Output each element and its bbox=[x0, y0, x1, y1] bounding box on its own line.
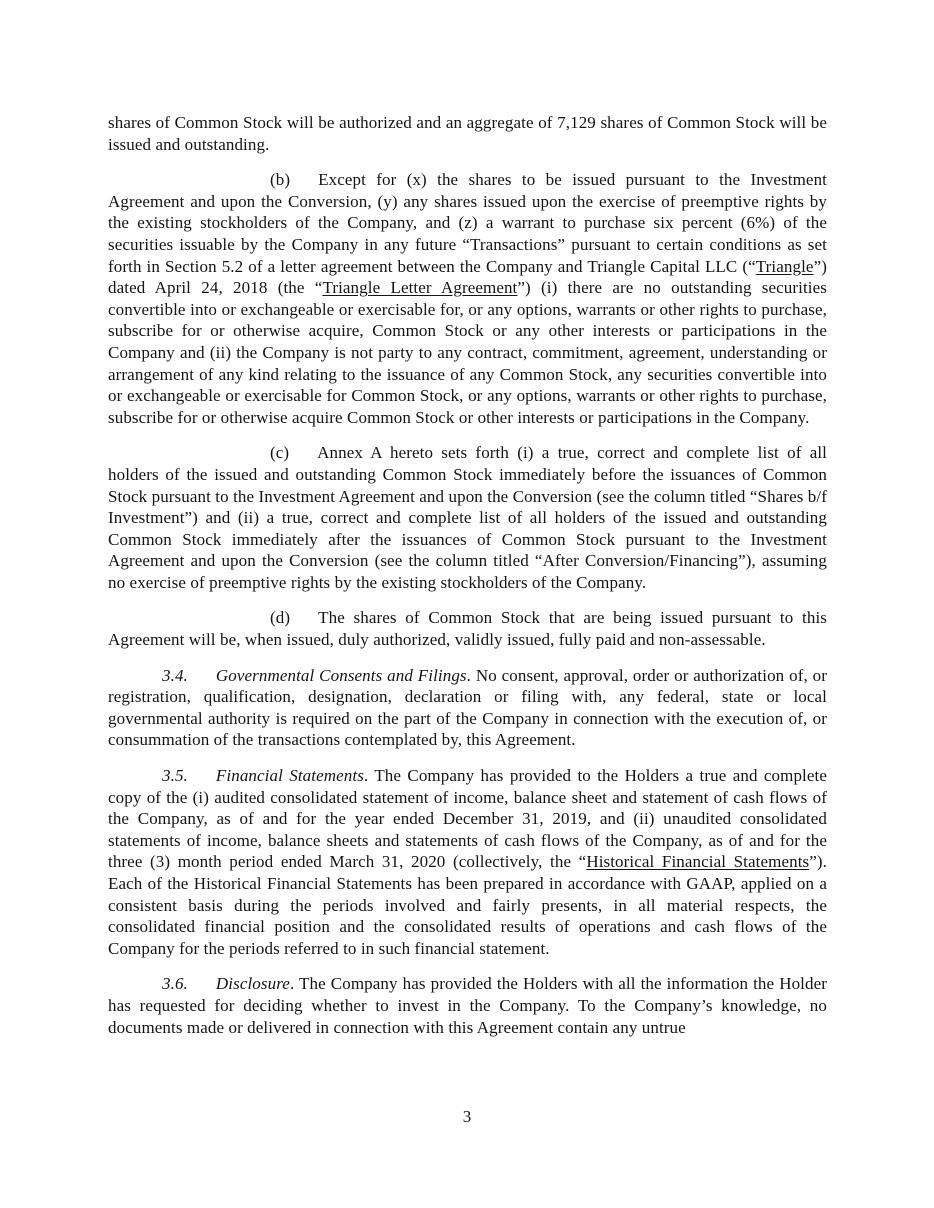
defined-term: Historical Financial Statements bbox=[586, 852, 810, 872]
paragraph-section-3-6 bbox=[108, 973, 827, 1038]
body-text: . No consent, approval, order or authorization of, or registration, qualification, designation, declaration or filing with, any federal, state or local governmental authority is required on the part of the Company in connection with the execution of, or consummation of the transactions contemplated by, this Agreement. bbox=[108, 665, 827, 750]
body-text: (b) bbox=[270, 170, 291, 190]
paragraph-clause-b bbox=[108, 169, 827, 428]
section-heading-text: 3.6. bbox=[162, 974, 188, 994]
section-heading-text: Governmental Consents and Filings bbox=[215, 665, 467, 685]
body-text: Except for (x) the shares to be issued pursuant to the Investment Agreement and upon the Conversion, (y) any shares issued upon the exercise of preemptive rights by the existing stockholders of the Company, and (z) a warrant to purchase six percent (6%) of the securities issuable by the Company in any future “Transactions” pursuant to certain conditions as set forth in Section 5.2 of a letter agreement between the Company and Triangle Capital LLC (“ bbox=[108, 170, 827, 276]
section-heading-text: Financial Statements bbox=[215, 766, 364, 786]
body-text: . The Company has provided the Holders with all the information the Holder has requested for deciding whether to invest in the Company. To the Company’s knowledge, no documents made or delivered in connection with this Agreement contain any untrue bbox=[108, 974, 827, 1037]
defined-term: Triangle bbox=[755, 256, 814, 276]
body-text: ”). Each of the Historical Financial Statements has been prepared in accordance with GAAP, applied on a consistent basis during the periods involved and fairly presents, in all material respects, the consolidated financial position and the consolidated results of operations and cash flows of the Company for the periods referred to in such financial statement. bbox=[108, 852, 827, 958]
section-heading-text: 3.4. bbox=[162, 665, 188, 685]
paragraph-section-3-4 bbox=[108, 665, 827, 751]
body-text: (d) bbox=[270, 608, 291, 628]
paragraph-clause-d bbox=[108, 607, 827, 650]
section-heading-text: 3.5. bbox=[162, 766, 188, 786]
body-text: Annex A hereto sets forth (i) a true, correct and complete list of all holders of the issued and outstanding Common Stock immediately before the issuances of Common Stock pursuant to the Investment Agreement and upon the Conversion (see the column titled “Shares b/f Investment”) and (ii) a true, correct and complete list of all holders of the issued and outstanding Common Stock immediately after the issuances of Common Stock pursuant to the Investment Agreement and upon the Conversion (see the column titled “After Conversion/Financing”), assuming no exercise of preemptive rights by the existing stockholders of the Company. bbox=[108, 443, 827, 592]
body-text: shares of Common Stock will be authorized and an aggregate of 7,129 shares of Common Stock will be issued and outstanding. bbox=[108, 113, 827, 154]
body-text: . The Company has provided to the Holders a true and complete copy of the (i) audited consolidated statement of income, balance sheet and statement of cash flows of the Company, as of and for the year ended December 31, 2019, and (ii) unaudited consolidated statements of income, balance sheets and statements of cash flows of the Company, as of and for the three (3) month period ended March 31, 2020 (collectively, the “ bbox=[108, 766, 827, 872]
body-text: ”) (i) there are no outstanding securities convertible into or exchangeable or exercisable for, or any options, warrants or other rights to purchase, subscribe for or otherwise acquire, Common Stock or any other interests or participations in the Company and (ii) the Company is not party to any contract, commitment, agreement, understanding or arrangement of any kind relating to the issuance of any Common Stock, any securities convertible into or exchangeable or exercisable for Common Stock, or any options, warrants or other rights to purchase, subscribe for or otherwise acquire Common Stock or other interests or participations in the Company. bbox=[108, 278, 827, 427]
body-text: The shares of Common Stock that are being issued pursuant to this Agreement will be, when issued, duly authorized, validly issued, fully paid and non-assessable. bbox=[108, 608, 827, 650]
document-body bbox=[108, 112, 827, 1038]
section-heading-text: Disclosure bbox=[215, 974, 290, 994]
paragraph-section-3-5 bbox=[108, 765, 827, 959]
body-text: (c) bbox=[270, 443, 290, 463]
body-text: ”) dated April 24, 2018 (the “ bbox=[108, 256, 827, 298]
defined-term: Triangle Letter Agreement bbox=[322, 278, 518, 298]
page-number: 3 bbox=[462, 1107, 472, 1126]
paragraph-continuation bbox=[108, 112, 827, 155]
paragraph-clause-c bbox=[108, 442, 827, 593]
